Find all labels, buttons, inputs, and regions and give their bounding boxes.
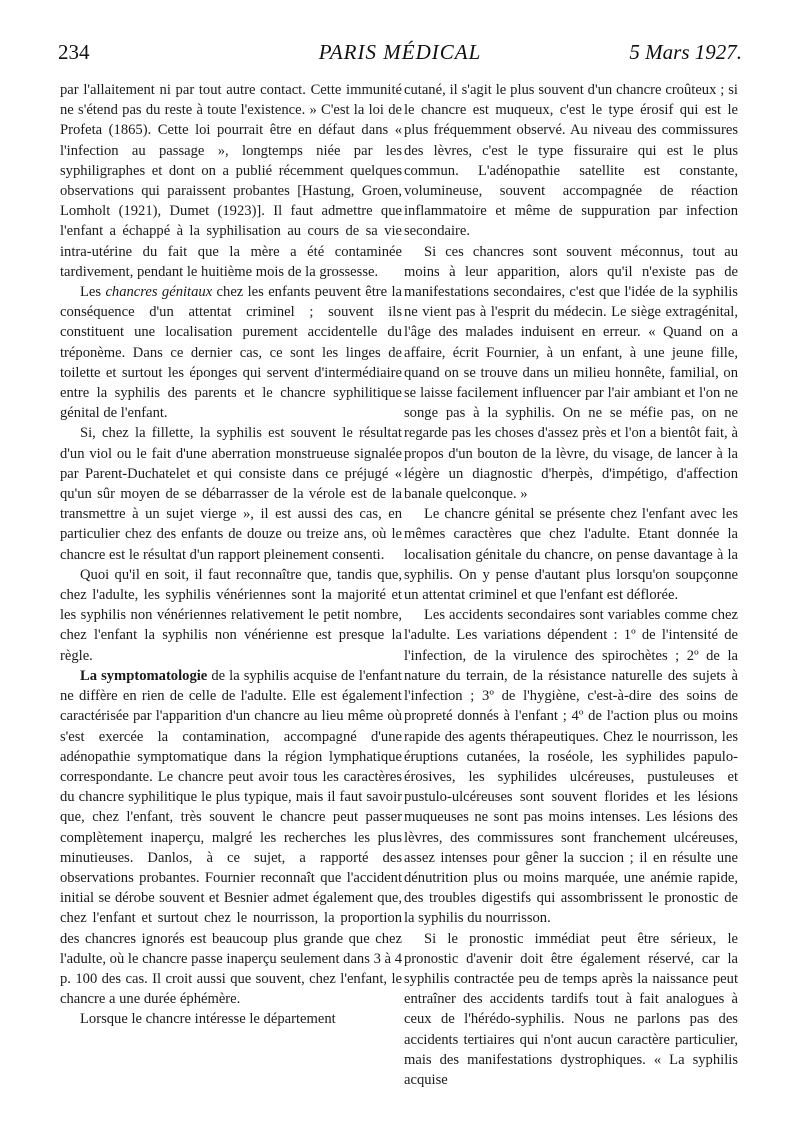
right-column: [404, 80, 738, 1090]
page-number: 234: [58, 40, 90, 64]
paragraph: La symptomatologie de la syphilis acquise de l'enfant ne diffère en rien de celle de l'adulte. Elle est également caractérisée par l'apparition d'un chancre au lieu même où s'est exercée la contamination, accompagné d'une adénopathie symptomatique dans la région lymphatique correspondante. Le chancre peut avoir tous les caractères du chancre syphilitique le plus typique, mais il faut savoir que, chez l'enfant, très souvent le chancre peut passer complètement inaperçu, malgré les recherches les plus minutieuses. Danlos, à ce sujet, a rapporté des observations probantes. Fournier reconnaît que l'accident initial se dérobe souvent et Besnier admet également que, chez l'enfant et surtout chez le nourrisson, la proportion des chancres ignorés est beaucoup plus grande que chez l'adulte, où le chancre passe inaperçu seulement dans 3 à 4 p. 100 des cas. Il croit aussi que souvent, chez l'enfant, le chancre a une durée éphémère.: [60, 667, 402, 1008]
issue-date: 5 Mars 1927.: [629, 40, 742, 64]
paragraph: Si le pronostic immédiat peut être sérieux, le pronostic d'avenir doit être également réservé, car la syphilis contractée peu de temps après la naissance peut entraîner des accidents tardifs tout à fait analogues à ceux de l'hérédo-syphilis. Nous ne parlons pas des accidents tertiaires qui n'ont aucun caractère particulier, mais des manifestations dystrophiques. « La syphilis acquise: [404, 930, 738, 1088]
paragraph: Quoi qu'il en soit, il faut reconnaître que, tandis que, chez l'adulte, les syphilis vénériennes sont la majorité et les syphilis non vénériennes relativement le petit nombre, chez l'enfant la syphilis non vénérienne est presque la règle.: [60, 566, 402, 664]
paragraph: par l'allaitement ni par tout autre contact. Cette immunité ne s'étend pas du reste à toute l'existence. » C'est la loi de Profeta (1865). Cette loi pourrait être en défaut dans « l'infection au passage », longtemps niée par les syphiligraphes et dont on a publié récemment quelques observations qui paraissent probantes [Hastung, Groen, Lomholt (1921), Dumet (1923)]. Il faut admettre que l'enfant a échappé à la syphilisation au cours de sa vie intra-utérine du fait que la mère a été contaminée tardivement, pendant le huitième mois de la grossesse.: [60, 82, 402, 280]
paragraph: Le chancre génital se présente chez l'enfant avec les mêmes caractères que chez l'adulte. Etant donnée la localisation génitale du chancre, on pense davantage à la syphilis. On y pense d'autant plus lorsqu'on soupçonne un attentat criminel et que l'enfant est déflorée.: [404, 506, 738, 604]
section-lead: La symptomatologie: [80, 667, 208, 684]
paragraph: Les chancres génitaux chez les enfants peuvent être la conséquence d'un attentat criminel ; souvent ils constituent une localisation purement accidentelle du tréponème. Dans ce dernier cas, ce sont les linges de toilette et surtout les éponges qui servent d'intermédiaire entre la syphilis des parents et le chancre syphilitique génital de l'enfant.: [60, 284, 402, 422]
paragraph: Les accidents secondaires sont variables comme chez l'adulte. Les variations dépendent : 1º de l'intensité de l'infection, de la virulence des spirochètes ; 2º de la nature du terrain, de la résistance naturelle des sujets à l'infection ; 3º de l'hygiène, c'est-à-dire des soins de propreté donnés à l'enfant ; 4º de l'action plus ou moins rapide des agents thérapeutiques. Chez le nourrisson, les éruptions cutanées, la roséole, les syphilides papulo-érosives, les syphilides ulcéreuses, pustuleuses et pustulo-ulcéreuses sont souvent florides et les lésions muqueuses ne sont pas moins intenses. Les lésions des lèvres, des commissures sont franchement ulcéreuses, assez intenses pour gêner la succion ; il en résulte une dénutrition plus ou moins marquée, une anémie rapide, des troubles digestifs qui assombrissent le pronostic de la syphilis du nourrisson.: [404, 607, 738, 927]
paragraph: Si ces chancres sont souvent méconnus, tout au moins à leur apparition, alors qu'il n'existe pas de manifestations secondaires, c'est que l'idée de la syphilis ne vient pas à l'esprit du médecin. Le siège extragénital, l'âge des malades induisent en erreur. « Quand on a affaire, écrit Fournier, à un enfant, à une jeune fille, quand on se trouve dans un milieu honnête, familial, on se laisse facilement influencer par l'air ambiant et l'on ne songe pas à la syphilis. On ne se méfie pas, on ne regarde pas les choses d'assez près et l'on a bientôt fait, à propos d'un bouton de la lèvre, du visage, de lancer à la légère un diagnostic d'herpès, d'impétigo, d'affection banale quelconque. »: [404, 243, 738, 503]
left-column: [60, 80, 402, 1030]
emphasis: chancres génitaux: [105, 284, 213, 301]
paragraph: Si, chez la fillette, la syphilis est souvent le résultat d'un viol ou le fait d'une aberration monstrueuse signalée par Parent-Duchatelet et qui consiste dans ce préjugé « qu'un sûr moyen de se débarrasser de la vérole est de la transmettre à un sujet vierge », il est aussi des cas, en particulier chez des enfants de douze ou treize ans, où le chancre est le résultat d'un rapport pleinement consenti.: [60, 425, 402, 563]
paragraph: Lorsque le chancre intéresse le département: [80, 1011, 336, 1028]
running-header: [58, 38, 742, 72]
journal-title: PARIS MÉDICAL: [318, 40, 482, 64]
paragraph: cutané, il s'agit le plus souvent d'un chancre croûteux ; si le chancre est muqueux, c'est le type érosif qui est le plus fréquemment observé. Au niveau des commissures des lèvres, c'est le type fissuraire qui est le plus commun. L'adénopathie satellite est constante, volumineuse, souvent accompagnée de réaction inflammatoire et même de suppuration par infection secondaire.: [404, 82, 738, 240]
